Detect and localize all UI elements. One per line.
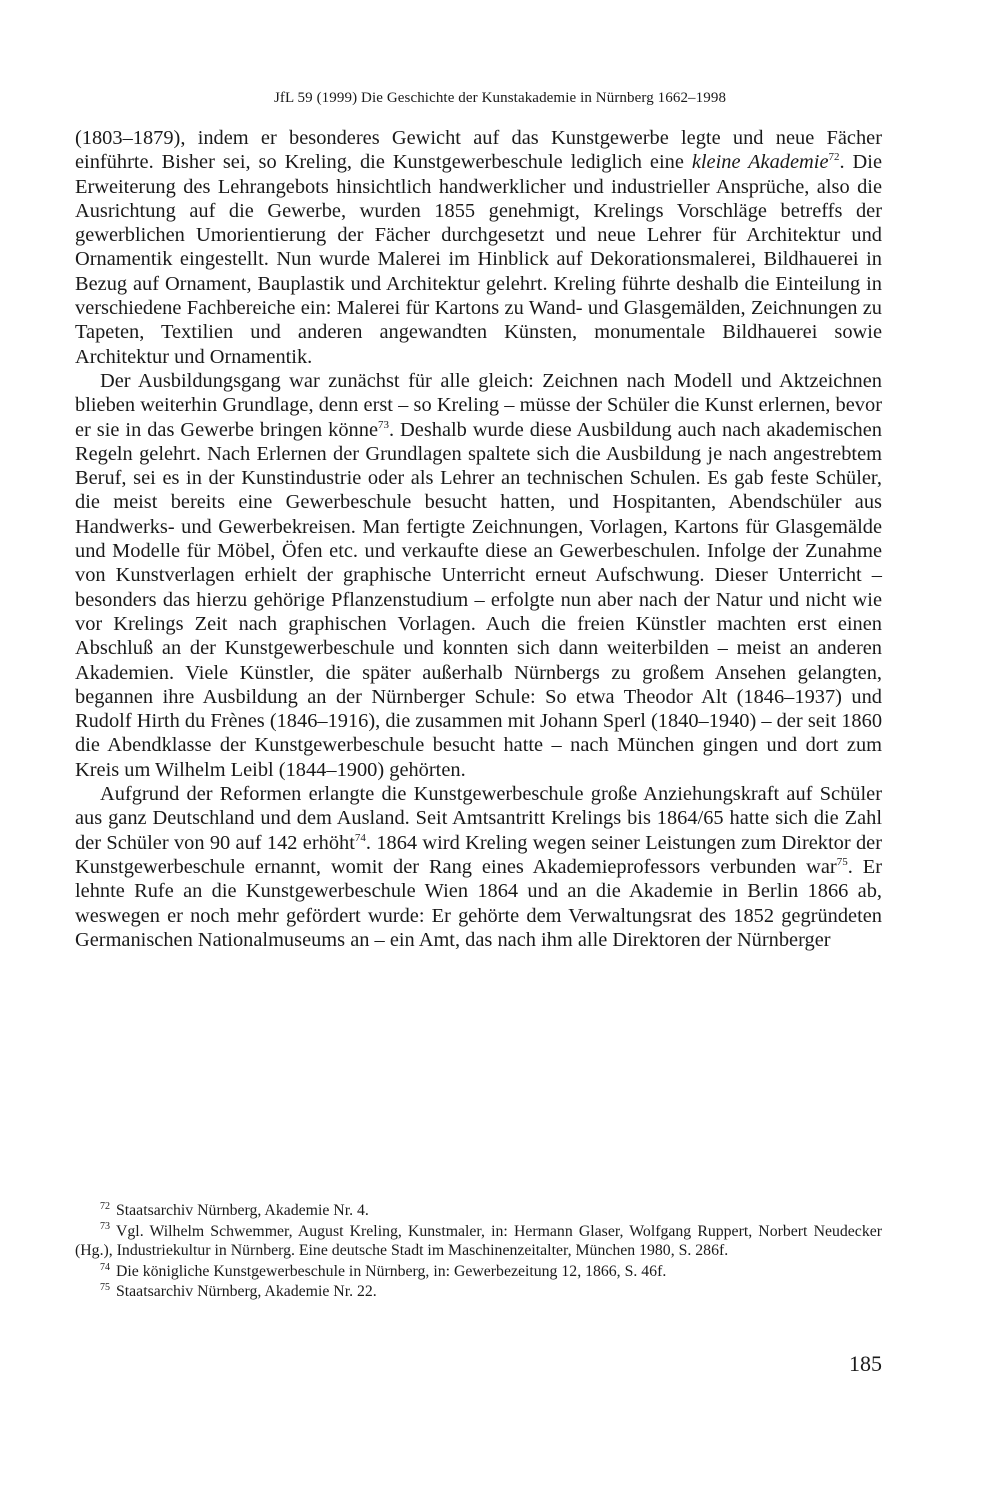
footnote-number: 75 xyxy=(100,1282,110,1294)
footnote-ref[interactable]: 74 xyxy=(354,831,366,844)
italic-term: kleine Akademie xyxy=(691,151,829,174)
footnote-ref[interactable]: 72 xyxy=(828,151,840,164)
footnote xyxy=(75,1262,882,1282)
footnote-ref[interactable]: 73 xyxy=(378,418,389,431)
text-run: (1803–1879), indem er besonderes Gewicht auf das Kunstgewerbe legte und neue Fächer einführte. Bisher sei, so Kreling, die Kunstgewerbeschule lediglich eine xyxy=(75,127,882,174)
paragraph-2 xyxy=(75,369,882,782)
footnote-number: 74 xyxy=(100,1261,110,1273)
text-run: . Deshalb wurde diese Ausbildung auch nach akademischen Regeln gelehrt. Nach Erlernen der Grundlagen spaltete sich die Ausbildung je nach angestrebtem Beruf, sei es in der Kunstindustrie oder als Lehrer an technischen Schulen. Es gab feste Schüler, die meist bereits eine Gewerbeschule besucht hatten, und Hospitanten, Abendschüler aus Handwerks- und Gewerbekreisen. Man fertigte Zeichnungen, Vorlagen, Kartons für Glasgemälde und Modelle für Möbel, Öfen etc. und verkaufte diese an Gewerbeschulen. Infolge der Zunahme von Kunstverlagen erhielt der graphische Unterricht erneut Aufschwung. Dieser Unterricht – besonders das hierzu gehörige Pflanzenstudium – erfolgte nun aber nach der Natur und nicht wie vor Krelings Zeit nach graphischen Vorlagen. Auch die freien Künstler machten erst einen Abschluß an der Kunstgewerbeschule und konnten sich dann weiterbilden – meist an anderen Akademien. Viele Künstler, die später außerhalb Nürnbergs zu großem Ansehen gelangten, begannen ihre Ausbildung an der Nürnberger Schule: So etwa Theodor Alt (1846–1937) und Rudolf Hirth du Frènes (1846–1916), die zusammen mit Johann Sperl (1840–1940) – der seit 1860 die Abendklasse der Kunstgewerbeschule besucht hatte – nach München gingen und dort zum Kreis um Wilhelm Leibl (1844–1900) gehörten. xyxy=(75,418,883,781)
footnote-text: Die königliche Kunstgewerbeschule in Nürnberg, in: Gewerbezeitung 12, 1866, S. 46f. xyxy=(116,1262,667,1280)
text-run: Aufgrund der Reformen erlangte die Kunstgewerbeschule große Anziehungskraft auf Schüler aus ganz Deutschland und dem Ausland. Seit Amtsantritt Krelings bis 1864/65 hatte sich die Zahl der Schüler von 90 auf 142 erhöht xyxy=(75,783,882,854)
text-run: . Er lehnte Rufe an die Kunstgewerbeschule Wien 1864 und an die Akademie in Berlin 1866 ab, weswegen er noch mehr gefördert wurde: Er gehörte dem Verwaltungsrat des 1852 gegründeten Germanischen Nationalmuseums an – ein Amt, das nach ihm alle Direktoren der Nürnberger xyxy=(75,855,882,951)
running-head: JfL 59 (1999) Die Geschichte der Kunstakademie in Nürnberg 1662–1998 xyxy=(273,90,727,106)
footnote-text: Staatsarchiv Nürnberg, Akademie Nr. 4. xyxy=(116,1202,369,1219)
paragraph-3 xyxy=(75,782,882,952)
footnote-number: 73 xyxy=(100,1221,110,1233)
text-run: . 1864 wird Kreling wegen seiner Leistungen zum Direktor der Kunstgewerbeschule ernannt, womit der Rang eines Akademieprofessors verbunden war xyxy=(75,831,882,878)
footnote-text: Vgl. Wilhelm Schwemmer, August Kreling, Kunstmaler, in: Hermann Glaser, Wolfgang Ruppert, Norbert Neudecker (Hg.), Industriekultur in Nürnberg. Eine deutsche Stadt im Maschinenzeitalter, München 1980, S. 286f. xyxy=(75,1222,882,1260)
body-text xyxy=(75,126,882,952)
footnote xyxy=(75,1222,882,1261)
paragraph-1 xyxy=(75,126,882,369)
footnote xyxy=(75,1201,882,1221)
footnote-ref[interactable]: 75 xyxy=(836,856,848,869)
footnote-text: Staatsarchiv Nürnberg, Akademie Nr. 22. xyxy=(116,1283,377,1301)
text-run: Der Ausbildungsgang war zunächst für alle gleich: Zeichnen nach Modell und Aktzeichnen blieben weiterhin Grundlage, denn erst – so Kreling – müsse der Schüler die Kunst erlernen, bevor er sie in das Gewerbe bringen könne xyxy=(75,369,882,441)
text-run: . Die Erweiterung des Lehrangebots hinsichtlich handwerklicher und industrieller Ansprüche, also die Ausrichtung auf die Gewerbe, wurden 1855 genehmigt, Krelings Vorschläge betreffs der gewerblichen Umorientierung der Fächer durchgesetzt und neue Lehrer für Architektur und Ornamentik eingestellt. Nun wurde Malerei im Hinblick auf Dekorationsmalerei, Bildhauerei in Bezug auf Ornament, Bauplastik und Architektur gelehrt. Kreling führte deshalb die Einteilung in verschiedene Fachbereiche ein: Malerei für Kartons zu Wand- und Glasgemälden, Zeichnungen zu Tapeten, Textilien und anderen angewandten Künsten, monumentale Bildhauerei sowie Architektur und Ornamentik. xyxy=(75,151,882,368)
footnotes xyxy=(75,1201,882,1303)
page-number: 185 xyxy=(849,1351,882,1376)
footnote-number: 72 xyxy=(100,1200,110,1212)
footnote xyxy=(75,1282,882,1302)
